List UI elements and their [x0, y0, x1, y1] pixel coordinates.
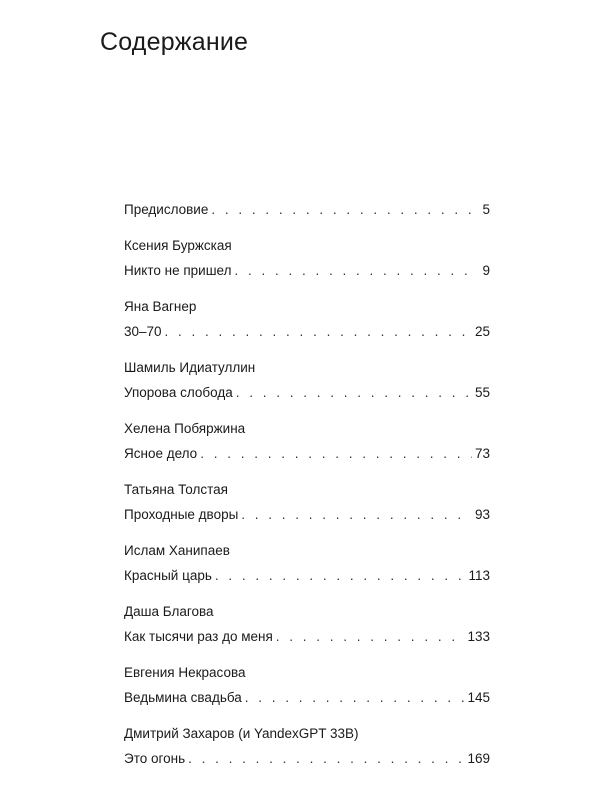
toc-entry — [124, 541, 490, 585]
toc-entry — [124, 724, 490, 768]
toc-page-number: 9 — [482, 263, 490, 278]
toc-page-number: 133 — [467, 629, 490, 644]
dot-leader — [211, 200, 477, 219]
toc-entry — [124, 236, 490, 280]
toc-page-number: 145 — [467, 690, 490, 705]
toc-work-title: Ведьмина свадьба — [124, 690, 242, 705]
toc-line — [124, 322, 490, 341]
toc-work-title: Предисловие — [124, 202, 209, 217]
toc-line — [124, 627, 490, 646]
toc-entry — [124, 297, 490, 341]
toc-entry — [124, 602, 490, 646]
table-of-contents — [124, 200, 490, 785]
dot-leader — [165, 322, 472, 341]
toc-page-number: 5 — [482, 202, 490, 217]
toc-work-title: Проходные дворы — [124, 507, 239, 522]
dot-leader — [188, 749, 464, 768]
toc-work-title: 30–70 — [124, 324, 162, 339]
toc-entry — [124, 663, 490, 707]
toc-line — [124, 383, 490, 402]
dot-leader — [236, 383, 472, 402]
toc-page-number: 73 — [474, 446, 490, 461]
toc-page-number: 25 — [474, 324, 490, 339]
toc-author: Ксения Буржская — [124, 238, 232, 253]
dot-leader — [215, 566, 466, 585]
toc-line — [124, 749, 490, 768]
toc-work-title: Ясное дело — [124, 446, 198, 461]
toc-entry-preface — [124, 200, 490, 219]
toc-work-title: Это огонь — [124, 751, 186, 766]
toc-author: Татьяна Толстая — [124, 482, 228, 497]
toc-page-number: 113 — [468, 568, 490, 583]
toc-page-number: 93 — [474, 507, 490, 522]
toc-page-number: 169 — [467, 751, 490, 766]
toc-entry — [124, 358, 490, 402]
toc-author: Шамиль Идиатуллин — [124, 360, 256, 375]
toc-author: Дмитрий Захаров (и YandexGPT 33B) — [124, 726, 359, 741]
toc-page-number: 55 — [474, 385, 490, 400]
page-title: Содержание — [100, 28, 249, 56]
toc-line — [124, 444, 490, 463]
toc-author: Даша Благова — [124, 604, 214, 619]
dot-leader — [241, 505, 472, 524]
dot-leader — [234, 261, 477, 280]
toc-line — [124, 688, 490, 707]
dot-leader — [276, 627, 465, 646]
toc-author: Яна Вагнер — [124, 299, 197, 314]
toc-work-title: Красный царь — [124, 568, 212, 583]
toc-line — [124, 566, 490, 585]
toc-work-title: Как тысячи раз до меня — [124, 629, 273, 644]
dot-leader — [200, 444, 472, 463]
toc-work-title: Упорова слобода — [124, 385, 233, 400]
toc-author: Хелена Побяржина — [124, 421, 246, 436]
toc-line — [124, 261, 490, 280]
toc-line — [124, 200, 490, 219]
toc-author: Ислам Ханипаев — [124, 543, 230, 558]
dot-leader — [245, 688, 465, 707]
toc-author: Евгения Некрасова — [124, 665, 246, 680]
toc-entry — [124, 480, 490, 524]
toc-work-title: Никто не пришел — [124, 263, 232, 278]
toc-line — [124, 505, 490, 524]
toc-entry — [124, 419, 490, 463]
